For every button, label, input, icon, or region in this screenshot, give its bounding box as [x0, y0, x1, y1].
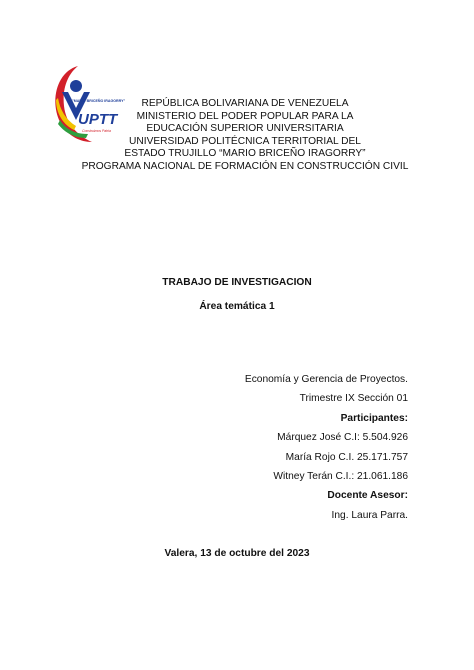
institution-header — [80, 98, 410, 174]
participant-1: Márquez José C.I: 5.504.926 — [277, 432, 408, 444]
advisor-label: Docente Asesor: — [327, 490, 408, 502]
advisor-name: Ing. Laura Parra. — [331, 509, 408, 521]
header-line-state: ESTADO TRUJILLO “MARIO BRICEÑO IRAGORRY” — [124, 148, 366, 160]
course-info — [245, 370, 408, 525]
place-date: Valera, 13 de octubre del 2023 — [164, 548, 310, 559]
header-line-program: PROGRAMA NACIONAL DE FORMACIÓN EN CONSTRUCCIÓN CIVIL — [81, 160, 409, 172]
participants-label: Participantes: — [340, 412, 408, 424]
participant-3: Witney Terán C.I.: 21.061.186 — [273, 471, 408, 483]
header-line-education: EDUCACIÓN SUPERIOR UNIVERSITARIA — [146, 123, 344, 135]
svg-text:Construimos Patria: Construimos Patria — [82, 129, 111, 133]
document-title: TRABAJO DE INVESTIGACION — [162, 277, 312, 288]
subject-name: Economía y Gerencia de Proyectos. — [244, 374, 408, 385]
svg-text:UPTT: UPTT — [78, 111, 118, 128]
participant-2: María Rojo C.I. 25.171.757 — [285, 451, 408, 463]
document-subtitle: Área temática 1 — [199, 301, 275, 312]
title-block — [0, 276, 474, 313]
header-line-country: REPÚBLICA BOLIVARIANA DE VENEZUELA — [141, 98, 349, 109]
term-section: Trimestre IX Sección 01 — [299, 393, 408, 405]
header-line-university: UNIVERSIDAD POLITÉCNICA TERRITORIAL DEL — [129, 135, 361, 147]
svg-text:"MARIO BRICEÑO IRAGORRY": "MARIO BRICEÑO IRAGORRY" — [72, 99, 126, 103]
header-line-ministry: MINISTERIO DEL PODER POPULAR PARA LA — [136, 110, 354, 122]
